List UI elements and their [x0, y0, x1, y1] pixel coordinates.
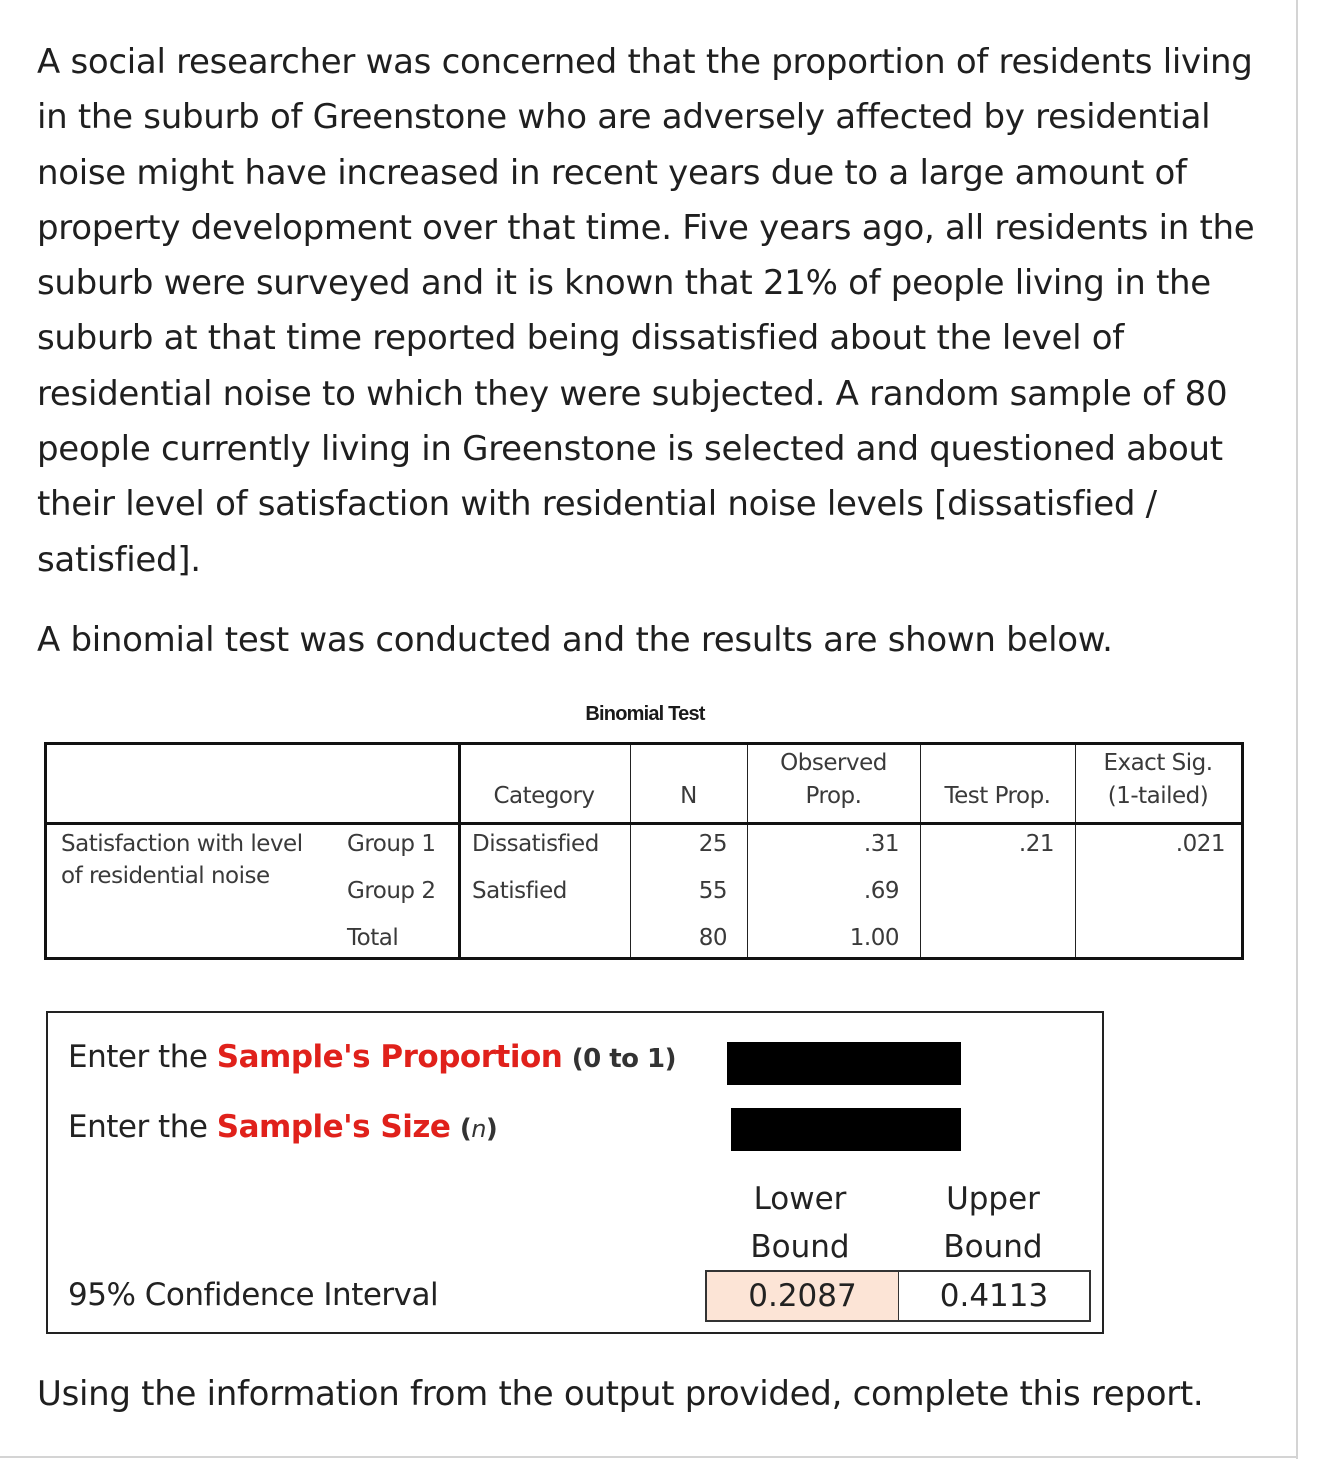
row-n-group-2: 55: [698, 878, 727, 904]
header-category: Category: [493, 783, 595, 809]
row-n-total: 80: [698, 925, 727, 951]
row-category-satisfied: Satisfied: [472, 878, 567, 904]
closing-instruction: Using the information from the output provided, complete this report.: [37, 1374, 1204, 1414]
header-exact-sig-line1: Exact Sig.: [1103, 750, 1213, 776]
proportion-highlight: Sample's Proportion: [216, 1039, 563, 1075]
upper-bound-header-line1: Upper: [946, 1181, 1040, 1217]
row-observed-prop-group-2: .69: [863, 878, 899, 904]
size-highlight: Sample's Size: [216, 1109, 451, 1145]
row-group-2: Group 2: [347, 878, 436, 904]
row-observed-prop-total: 1.00: [849, 925, 899, 951]
ci-upper-value: 0.4113: [898, 1270, 1091, 1322]
header-divider: [47, 822, 1241, 825]
size-close-paren: ): [485, 1114, 498, 1144]
row-observed-prop-group-1: .31: [863, 831, 899, 857]
ci-lower-value: 0.2087: [705, 1270, 900, 1322]
header-exact-sig-line2: (1-tailed): [1107, 783, 1209, 809]
page-bottom-border: [0, 1456, 1298, 1458]
size-prompt: [68, 1109, 497, 1145]
variable-label-line2: of residential noise: [61, 863, 270, 889]
entry-form: [46, 1011, 1104, 1334]
lower-bound-header-line2: Bound: [750, 1229, 850, 1265]
size-open-paren: (: [459, 1114, 472, 1144]
page-right-border: [1296, 0, 1298, 1459]
header-n: N: [680, 783, 697, 809]
size-prefix: Enter the: [68, 1109, 217, 1145]
row-exact-sig: .021: [1175, 831, 1225, 857]
row-test-prop: .21: [1018, 831, 1054, 857]
lower-bound-header-line1: Lower: [753, 1181, 847, 1217]
size-symbol: n: [471, 1115, 486, 1143]
binomial-test-intro: A binomial test was conducted and the results are shown below.: [37, 620, 1113, 660]
row-total: Total: [347, 925, 399, 951]
proportion-range: (0 to 1): [571, 1044, 677, 1074]
proportion-prefix: Enter the: [68, 1039, 217, 1075]
ci-label: 95% Confidence Interval: [68, 1277, 439, 1313]
upper-bound-header-line2: Bound: [943, 1229, 1043, 1265]
question-paragraph: A social researcher was concerned that the proportion of residents living in the suburb of Greenstone who are adversely affected by residential noise might have increased in recent years due to a large amount of property development over that time. Five years ago, all residents in the suburb were surveyed and it is known that 21% of people living in the suburb at that time reported being dissatisfied about the level of residential noise to which they were subjected. A random sample of 80 people currently living in Greenstone is selected and questioned about their level of satisfaction with residential noise levels [dissatisfied / satisfied].: [37, 42, 1255, 580]
variable-label-line1: Satisfaction with level: [61, 831, 303, 857]
proportion-prompt: [68, 1039, 676, 1075]
header-observed-prop-line1: Observed: [780, 750, 887, 776]
row-category-dissatisfied: Dissatisfied: [472, 831, 599, 857]
header-observed-prop-line2: Prop.: [805, 783, 862, 809]
binomial-test-title: Binomial Test: [585, 703, 705, 725]
proportion-input[interactable]: [727, 1042, 961, 1085]
binomial-test-table: [44, 742, 1244, 960]
table-divider: [458, 745, 461, 957]
header-test-prop: Test Prop.: [944, 783, 1051, 809]
row-group-1: Group 1: [347, 831, 436, 857]
row-n-group-1: 25: [698, 831, 727, 857]
size-input[interactable]: [731, 1108, 961, 1151]
